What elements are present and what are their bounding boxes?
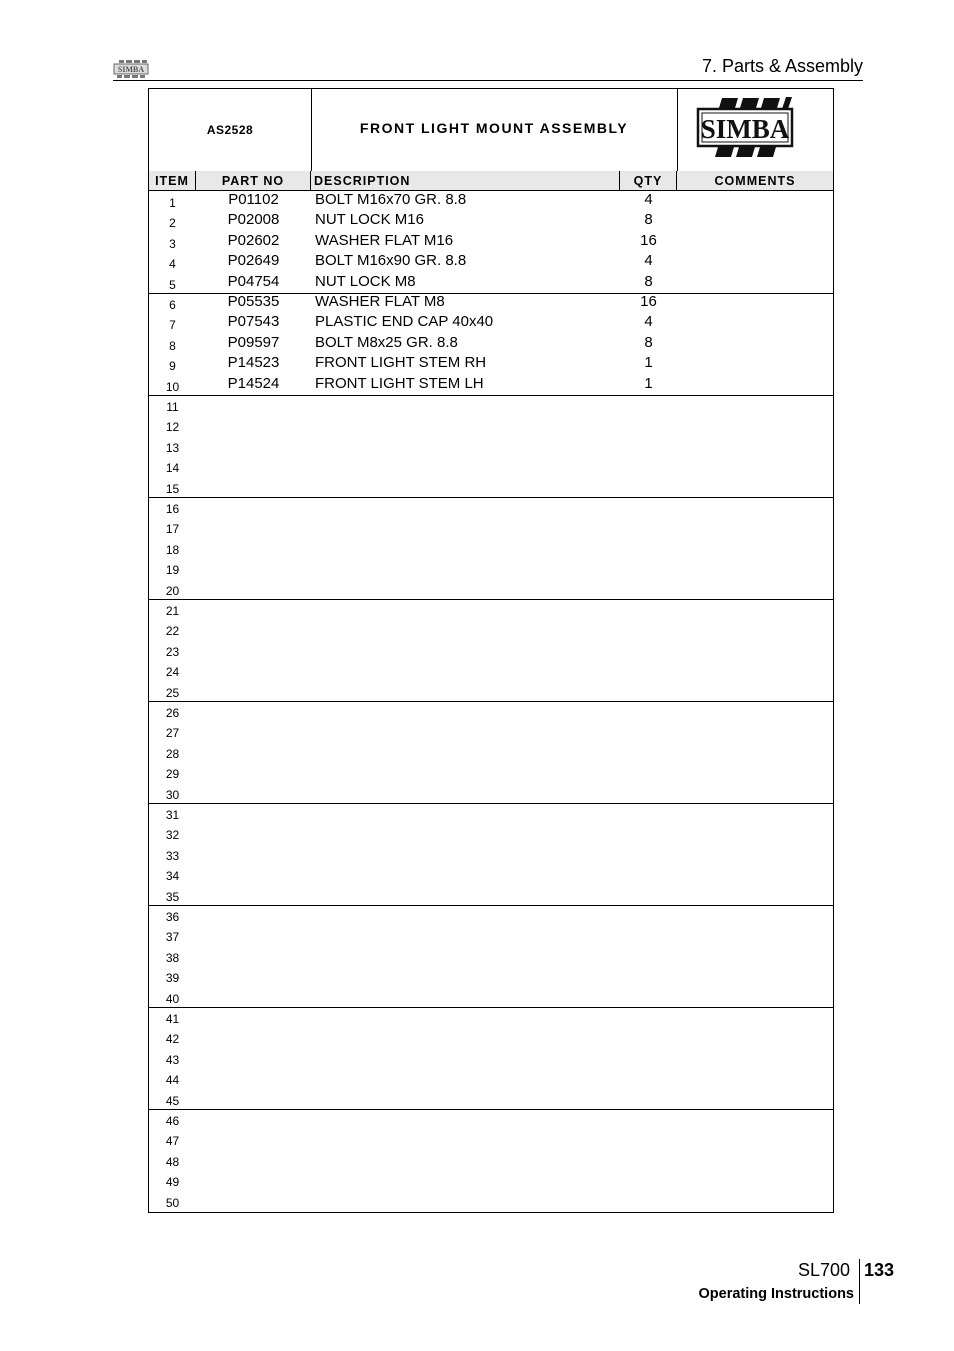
item-number: 24 (165, 665, 180, 680)
table-row (149, 456, 833, 476)
item-number: 18 (165, 542, 180, 557)
simba-small-logo (113, 60, 149, 78)
title-block (149, 89, 833, 172)
item-number: 25 (165, 685, 180, 700)
item-number: 7 (169, 318, 176, 333)
item-number: 50 (165, 1195, 180, 1210)
part-quantity: 4 (644, 313, 653, 331)
part-number: P14523 (227, 354, 280, 372)
item-number: 5 (169, 277, 176, 292)
table-row (149, 701, 833, 721)
table-row (149, 1089, 833, 1109)
table-row (149, 252, 833, 272)
item-number: 27 (165, 726, 180, 741)
item-number: 8 (169, 338, 176, 353)
item-number: 29 (165, 767, 180, 782)
item-number: 28 (165, 746, 180, 761)
part-number: P05535 (227, 293, 280, 310)
part-quantity: 16 (640, 293, 657, 310)
part-quantity: 1 (644, 374, 653, 392)
table-row (149, 211, 833, 231)
part-description: NUT LOCK M8 (315, 272, 416, 290)
table-row (149, 1170, 833, 1190)
table-row (149, 1027, 833, 1047)
table-row (149, 987, 833, 1007)
table-row (149, 313, 833, 333)
table-row (149, 1109, 833, 1129)
table-row (149, 823, 833, 843)
item-number: 38 (165, 950, 180, 965)
part-quantity: 16 (640, 231, 657, 249)
table-row (149, 844, 833, 864)
part-quantity: 1 (644, 354, 653, 372)
table-row (149, 885, 833, 905)
model-name: SL700 (798, 1260, 851, 1280)
table-row (149, 273, 833, 293)
item-number: 16 (165, 502, 180, 516)
table-row (149, 1150, 833, 1170)
part-description: BOLT M8x25 GR. 8.8 (315, 333, 458, 351)
part-quantity: 8 (644, 333, 653, 351)
item-number: 45 (165, 1093, 180, 1108)
part-quantity: 4 (644, 252, 653, 270)
part-number: P01102 (228, 191, 279, 208)
table-row (149, 925, 833, 945)
part-number: P02008 (227, 211, 280, 229)
table-row (149, 742, 833, 762)
part-number: P04754 (227, 272, 280, 290)
item-number: 15 (165, 481, 180, 496)
item-number: 43 (165, 1052, 180, 1067)
part-number: P09597 (227, 333, 280, 351)
table-row (149, 477, 833, 497)
item-number: 19 (165, 563, 180, 578)
item-number: 9 (169, 359, 176, 374)
item-number: 26 (165, 706, 180, 720)
part-description: NUT LOCK M16 (315, 211, 424, 229)
item-number: 13 (165, 440, 180, 455)
assembly-title: FRONT LIGHT MOUNT ASSEMBLY (359, 120, 629, 136)
item-number: 11 (166, 400, 179, 414)
table-row (149, 905, 833, 925)
table-row (149, 721, 833, 741)
table-row (149, 681, 833, 701)
part-number: P02602 (227, 231, 280, 249)
table-row (149, 334, 833, 354)
part-description: FRONT LIGHT STEM RH (315, 354, 487, 372)
table-row (149, 395, 833, 415)
table-row (149, 803, 833, 823)
table-row (149, 1191, 833, 1211)
item-number: 2 (169, 216, 176, 231)
table-row (149, 538, 833, 558)
table-row (149, 191, 833, 211)
table-row (149, 1007, 833, 1027)
item-number: 40 (165, 991, 180, 1006)
part-description: BOLT M16x90 GR. 8.8 (315, 252, 467, 270)
assembly-code: AS2528 (149, 89, 312, 171)
header-rule (113, 80, 863, 81)
item-number: 42 (165, 1032, 180, 1047)
item-number: 32 (165, 828, 180, 843)
table-row (149, 1129, 833, 1149)
table-row (149, 762, 833, 782)
item-number: 39 (165, 971, 180, 986)
item-number: 22 (165, 624, 180, 639)
item-number: 4 (169, 257, 176, 272)
part-quantity: 4 (644, 191, 653, 208)
item-number: 33 (165, 848, 180, 863)
table-row (149, 375, 833, 395)
item-number: 41 (165, 1012, 180, 1026)
table-row (149, 1048, 833, 1068)
table-row (149, 354, 833, 374)
item-number: 12 (165, 420, 180, 435)
part-number: P02649 (227, 252, 280, 270)
item-number: 35 (165, 889, 180, 904)
part-quantity: 8 (644, 211, 653, 229)
table-row (149, 640, 833, 660)
table-row (149, 232, 833, 252)
item-number: 23 (165, 644, 180, 659)
part-quantity: 8 (644, 272, 653, 290)
item-number: 48 (165, 1154, 180, 1169)
document-subtitle: Operating Instructions (698, 1286, 854, 1302)
part-description: PLASTIC END CAP 40x40 (315, 313, 494, 331)
small-logo-text: SIMBA (117, 65, 145, 74)
part-number: P07543 (227, 313, 280, 331)
table-row (149, 579, 833, 599)
table-row (149, 599, 833, 619)
table-row (149, 436, 833, 456)
item-number: 1 (169, 196, 176, 210)
parts-sheet (148, 88, 834, 1213)
section-title: 7. Parts & Assembly (701, 56, 863, 76)
column-header-description: DESCRIPTION (311, 171, 620, 191)
part-number: P14524 (227, 374, 280, 392)
item-number: 17 (165, 522, 180, 537)
table-row (149, 946, 833, 966)
item-number: 30 (165, 787, 180, 802)
item-number: 37 (165, 930, 180, 945)
part-description: BOLT M16x70 GR. 8.8 (315, 191, 467, 208)
column-header-item: ITEM (149, 171, 196, 191)
item-number: 34 (165, 869, 180, 884)
table-row (149, 558, 833, 578)
part-description: FRONT LIGHT STEM LH (315, 374, 484, 392)
table-row (149, 1068, 833, 1088)
item-number: 10 (165, 379, 180, 394)
item-number: 21 (165, 604, 180, 618)
logo-text: SIMBA (700, 114, 790, 144)
table-row (149, 783, 833, 803)
simba-logo (677, 89, 834, 171)
table-row (149, 660, 833, 680)
column-header-comments: COMMENTS (677, 171, 833, 191)
item-number: 14 (165, 461, 180, 476)
item-number: 47 (165, 1134, 180, 1149)
item-number: 20 (165, 583, 180, 598)
item-number: 36 (165, 910, 180, 924)
table-row (149, 517, 833, 537)
item-number: 44 (165, 1073, 180, 1088)
item-number: 3 (169, 236, 176, 251)
table-row (149, 864, 833, 884)
item-number: 6 (169, 298, 176, 312)
item-number: 46 (165, 1114, 180, 1128)
table-row (149, 293, 833, 313)
part-description: WASHER FLAT M8 (315, 293, 445, 310)
page-number: 133 (864, 1260, 895, 1280)
item-number: 49 (165, 1175, 180, 1190)
part-description: WASHER FLAT M16 (315, 231, 454, 249)
table-row (149, 619, 833, 639)
column-header-part-no: PART NO (196, 171, 311, 191)
item-number: 31 (165, 808, 180, 822)
table-row (149, 497, 833, 517)
column-header-qty: QTY (620, 171, 677, 191)
table-row (149, 966, 833, 986)
table-row (149, 415, 833, 435)
footer-divider (859, 1259, 860, 1304)
